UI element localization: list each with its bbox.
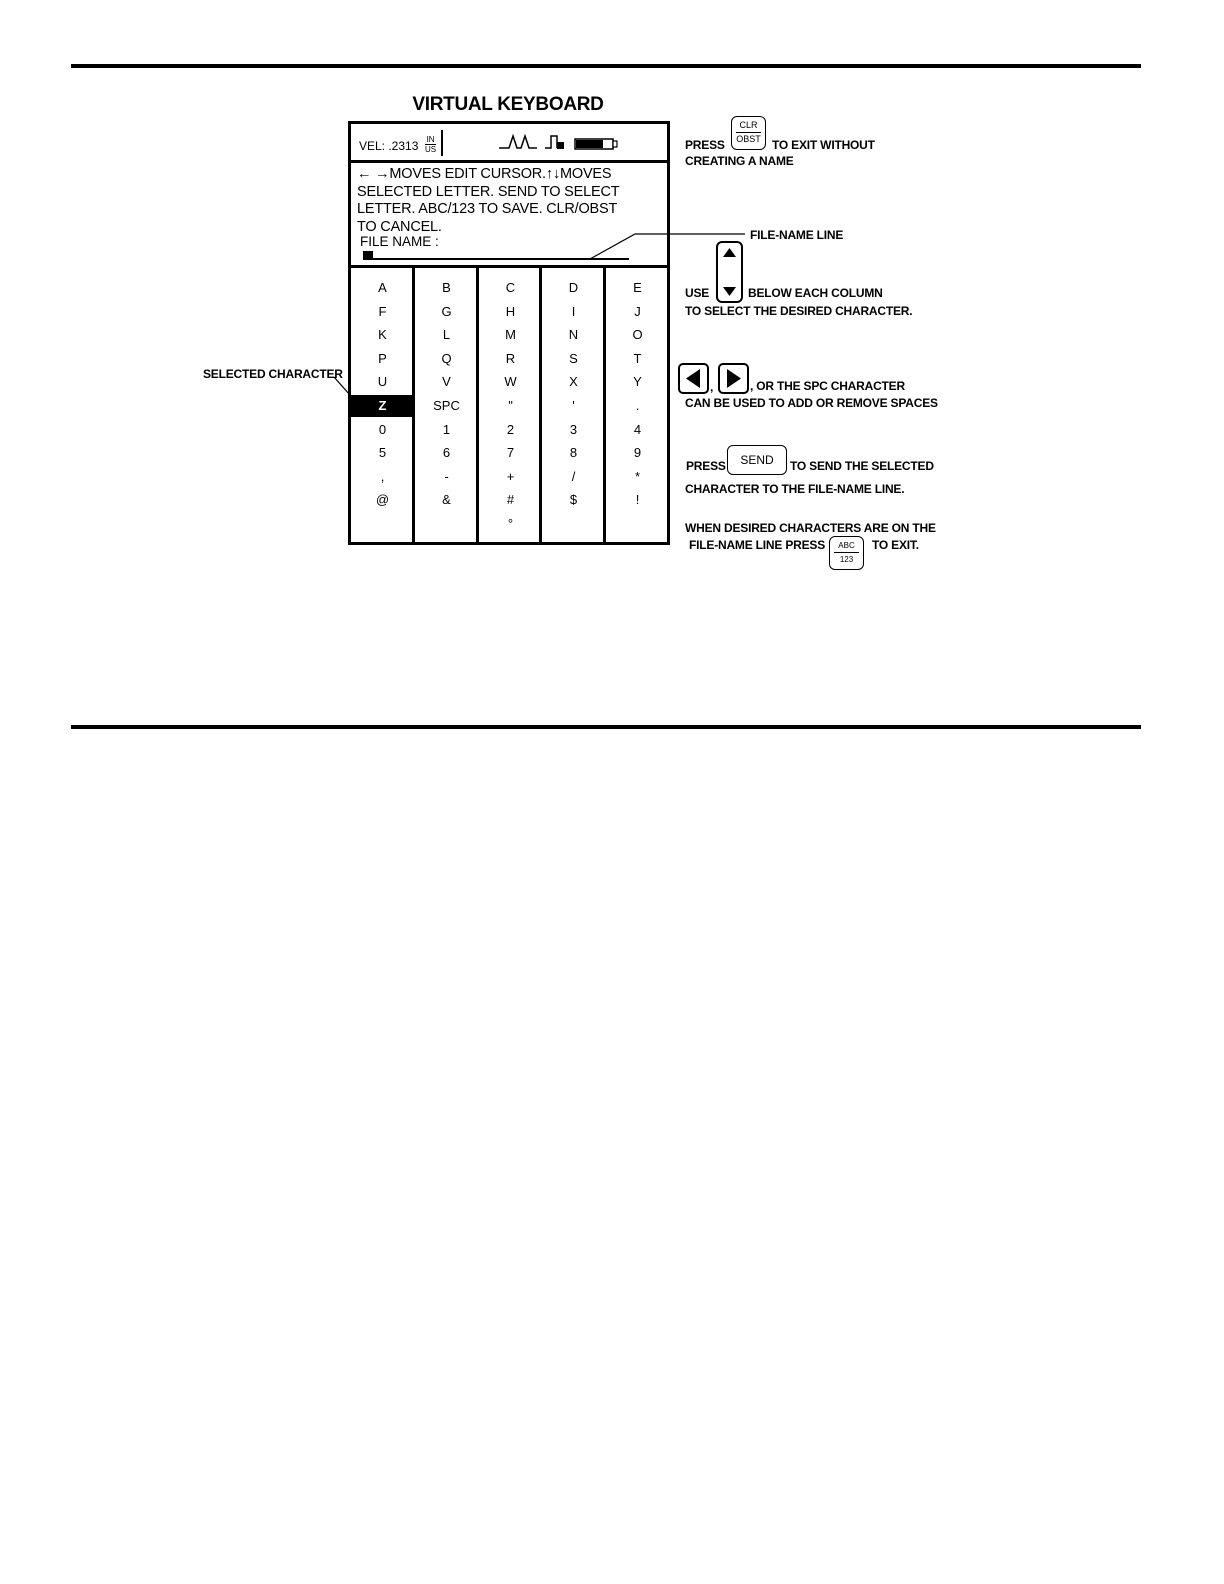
key-char[interactable]: - xyxy=(444,468,449,484)
send-key: SEND xyxy=(727,445,787,475)
right-arrow-key xyxy=(718,363,749,394)
arrow-comma: , xyxy=(710,380,714,394)
left-arrow-key xyxy=(678,363,709,394)
key-char[interactable]: H xyxy=(505,303,516,319)
key-char[interactable]: Y xyxy=(633,374,642,390)
key-char[interactable]: D xyxy=(568,280,579,295)
send-line-2: CHARACTER TO THE FILE-NAME LINE. xyxy=(685,482,905,496)
key-char[interactable]: K xyxy=(378,327,387,343)
exit-line-1: WHEN DESIRED CHARACTERS ARE ON THE xyxy=(685,521,936,535)
key-char[interactable]: . xyxy=(635,398,640,413)
clr-key-top: CLR xyxy=(739,120,758,130)
below-each-column-label: BELOW EACH COLUMN xyxy=(748,286,883,300)
key-char[interactable]: G xyxy=(441,303,452,319)
key-char[interactable]: B xyxy=(442,280,451,295)
key-char[interactable]: Q xyxy=(441,350,452,366)
file-name-label: FILE NAME : xyxy=(360,234,439,249)
key-char[interactable]: 0 xyxy=(378,421,387,437)
key-char[interactable]: 5 xyxy=(378,445,387,461)
left-arrow-icon xyxy=(680,365,707,392)
key-char[interactable]: ! xyxy=(635,492,640,508)
instruction-line-3: LETTER. ABC/123 TO SAVE. CLR/OBST xyxy=(357,201,618,217)
right-arrow-icon xyxy=(720,365,747,392)
abc-key-top: ABC xyxy=(838,541,855,550)
key-char[interactable]: / xyxy=(571,468,576,484)
figure-title: VIRTUAL KEYBOARD xyxy=(412,94,604,115)
key-char[interactable]: 2 xyxy=(506,421,515,437)
use-label: USE xyxy=(685,286,710,300)
velocity-readout: VEL: .2313 xyxy=(359,139,419,153)
key-char[interactable]: 4 xyxy=(633,421,642,437)
clr-exit-label: TO EXIT WITHOUT xyxy=(772,138,875,152)
key-char[interactable]: * xyxy=(634,468,641,484)
up-down-key xyxy=(716,241,743,303)
unit-denominator: US xyxy=(425,145,437,154)
send-press-label: PRESS xyxy=(686,459,726,473)
down-arrow xyxy=(723,287,736,296)
key-char[interactable]: C xyxy=(505,280,516,295)
key-char[interactable]: 9 xyxy=(633,445,642,461)
key-char[interactable]: T xyxy=(633,350,642,366)
key-char[interactable]: ° xyxy=(507,516,514,531)
exit-to-label: TO EXIT. xyxy=(872,538,919,552)
key-char[interactable]: $ xyxy=(569,492,578,508)
selected-key-char[interactable]: Z xyxy=(351,395,414,417)
key-char[interactable]: 7 xyxy=(506,445,515,461)
key-char[interactable]: 1 xyxy=(442,421,451,437)
key-char[interactable]: ' xyxy=(572,398,575,413)
key-char[interactable]: SPC xyxy=(433,398,460,413)
key-char[interactable]: R xyxy=(505,350,516,366)
key-char[interactable]: & xyxy=(442,492,451,508)
key-char[interactable]: U xyxy=(377,374,388,390)
key-char[interactable]: A xyxy=(378,280,387,295)
clr-obst-key xyxy=(731,116,766,150)
abc-key-bottom: 123 xyxy=(834,552,859,566)
key-char[interactable]: 8 xyxy=(569,445,578,461)
up-down-arrows-icon xyxy=(718,243,741,301)
send-line-1: TO SEND THE SELECTED xyxy=(790,459,934,473)
instruction-line-2: SELECTED LETTER. SEND TO SELECT xyxy=(357,183,620,200)
key-char[interactable]: N xyxy=(568,327,579,343)
instruction-line-4: TO CANCEL. xyxy=(357,218,442,235)
spc-line-2: CAN BE USED TO ADD OR REMOVE SPACES xyxy=(685,396,938,410)
key-char[interactable]: W xyxy=(504,374,517,390)
spc-line-1: , OR THE SPC CHARACTER xyxy=(750,379,905,393)
key-char[interactable]: F xyxy=(378,303,387,319)
key-char[interactable]: X xyxy=(569,374,578,390)
selected-character-label: SELECTED CHARACTER xyxy=(203,367,343,381)
key-char[interactable]: E xyxy=(633,280,642,295)
file-name-line-label: FILE-NAME LINE xyxy=(750,228,844,242)
up-arrow xyxy=(723,248,736,257)
key-char[interactable]: , xyxy=(380,468,385,484)
key-char[interactable]: M xyxy=(505,327,516,343)
unit-numerator: IN xyxy=(426,135,435,144)
exit-line-2: FILE-NAME LINE PRESS xyxy=(689,538,826,552)
abc-123-key xyxy=(829,536,864,570)
key-char[interactable]: J xyxy=(634,303,641,319)
clr-exit-label-2: CREATING A NAME xyxy=(685,154,794,168)
key-char[interactable]: S xyxy=(569,350,578,366)
key-char[interactable]: # xyxy=(506,492,515,508)
instruction-line-1: ← →MOVES EDIT CURSOR.↑↓MOVES xyxy=(357,166,612,182)
key-char[interactable]: + xyxy=(506,468,515,484)
clr-key-bottom: OBST xyxy=(736,134,761,144)
key-char[interactable]: O xyxy=(632,327,643,343)
key-char[interactable]: 3 xyxy=(569,421,578,437)
key-char[interactable]: @ xyxy=(375,492,390,508)
select-desired-label: TO SELECT THE DESIRED CHARACTER. xyxy=(685,304,913,318)
key-char[interactable]: I xyxy=(571,303,576,319)
key-char[interactable]: P xyxy=(378,350,387,366)
clr-press-label: PRESS xyxy=(685,138,725,152)
key-char[interactable]: 6 xyxy=(442,445,451,461)
key-char[interactable]: L xyxy=(442,327,451,343)
key-char[interactable]: " xyxy=(508,398,513,413)
key-char[interactable]: V xyxy=(442,374,451,390)
